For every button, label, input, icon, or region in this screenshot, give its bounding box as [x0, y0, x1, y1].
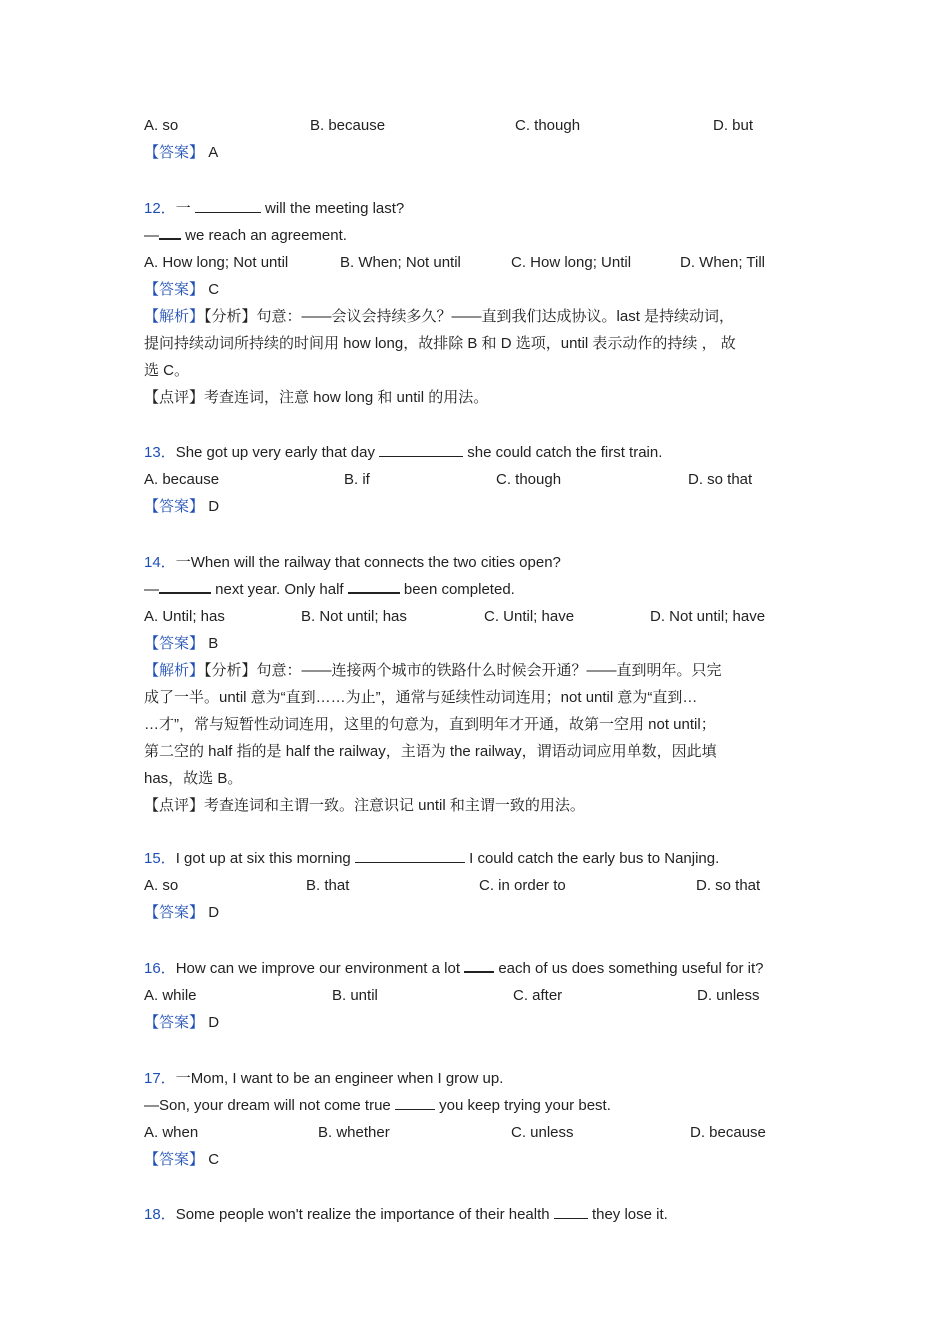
option-c: C. though — [515, 117, 581, 134]
analysis-line: 【解析】【分析】句意：——连接两个城市的铁路什么时候会开通？——直到明年。只完 — [144, 662, 722, 679]
answer-tag: 【答案】 — [144, 1014, 205, 1031]
analysis-line: 提问持续动词所持续的时间用 how long，故排除 B 和 D 选项，until 表示动作的持续 ， 故 — [144, 335, 736, 352]
question-18 — [144, 1201, 814, 1228]
options-row — [144, 872, 814, 899]
question-stem: 17．一Mom, I want to be an engineer when I grow up. — [144, 1070, 504, 1087]
blank — [159, 224, 181, 240]
question-stem: 18．Some people won't realize the importance of their health they lose it. — [144, 1206, 668, 1223]
answer-tag: 【答案】 — [144, 904, 205, 921]
options-row — [144, 982, 814, 1009]
question-stem: 16．How can we improve our environment a lot each of us does something useful for it? — [144, 955, 814, 982]
question-number: 15． — [144, 850, 176, 867]
options-row — [144, 603, 814, 630]
blank — [348, 578, 400, 594]
blank — [379, 442, 463, 457]
question-17 — [144, 1065, 814, 1173]
answer-value: D — [208, 498, 220, 515]
question-stem: 14．一When will the railway that connects the two cities open? — [144, 554, 561, 571]
analysis-line: …才”，常与短暂性动词连用，这里的句意为，直到明年才开通，故第一空用 not until； — [144, 716, 716, 733]
option-c: C. in order to — [479, 877, 566, 894]
option-c: C. Until; have — [484, 608, 575, 625]
option-a: A. Until; has — [144, 608, 225, 625]
option-d: D. so that — [696, 877, 761, 894]
answer-value: C — [208, 281, 220, 298]
option-b: B. Not until; has — [301, 608, 407, 625]
question-number: 14． — [144, 554, 176, 571]
analysis-line: 选 C。 — [144, 362, 190, 379]
answer-row — [144, 899, 814, 926]
question-number: 17． — [144, 1070, 176, 1087]
question-stem: 15．I got up at six this morning I could catch the early bus to Nanjing. — [144, 850, 720, 867]
option-c: C. How long; Until — [511, 254, 632, 271]
question-16 — [144, 955, 814, 1036]
blank — [159, 578, 211, 594]
option-d: D. When; Till — [680, 254, 766, 271]
question-12 — [144, 195, 814, 411]
question-stem: 13．She got up very early that day she could catch the first train. — [144, 444, 663, 461]
answer-row — [144, 276, 814, 303]
question-15 — [144, 845, 814, 926]
answer-tag: 【答案】 — [144, 498, 205, 515]
blank — [395, 1095, 435, 1110]
blank — [554, 1204, 588, 1219]
answer-row — [144, 630, 814, 657]
analysis-line: 【解析】【分析】句意：——会议会持续多久？——直到我们达成协议。last 是持续动词， — [144, 308, 735, 325]
answer-tag: 【答案】 — [144, 635, 205, 652]
question-stem-2: — next year. Only half been completed. — [144, 576, 814, 603]
option-b: B. because — [310, 117, 386, 134]
question-13 — [144, 439, 814, 520]
analysis-line: 成了一半。until 意为“直到……为止”，通常与延续性动词连用；not until 意为“直到… — [144, 689, 698, 706]
answer-value: B — [208, 635, 219, 652]
option-d: D. but — [713, 117, 754, 134]
option-b: B. that — [306, 877, 350, 894]
answer-value: A — [208, 144, 219, 161]
option-c: C. though — [496, 471, 562, 488]
analysis-line: has，故选 B。 — [144, 770, 243, 787]
answer-row — [144, 1009, 814, 1036]
question-stem-2: — we reach an agreement. — [144, 222, 814, 249]
option-b: B. whether — [318, 1124, 390, 1141]
option-a: A. How long; Not until — [144, 254, 289, 271]
option-a: A. because — [144, 471, 220, 488]
option-d: D. unless — [697, 987, 760, 1004]
question-number: 18． — [144, 1206, 176, 1223]
option-d: D. because — [690, 1124, 766, 1141]
answer-tag: 【答案】 — [144, 1151, 205, 1168]
option-b: B. if — [344, 471, 370, 488]
question-14 — [144, 549, 814, 819]
comment-line: 【点评】考查连词和主谓一致。注意识记 until 和主谓一致的用法。 — [144, 797, 585, 814]
options-row — [144, 466, 814, 493]
question-number: 13． — [144, 444, 176, 461]
options-row — [144, 249, 814, 276]
question-stem-2: —Son, your dream will not come true you keep trying your best. — [144, 1097, 611, 1114]
options-row — [144, 112, 814, 139]
option-b: B. When; Not until — [340, 254, 461, 271]
options-row — [144, 1119, 814, 1146]
option-d: D. so that — [688, 471, 753, 488]
option-c: C. after — [513, 987, 563, 1004]
answer-value: C — [208, 1151, 220, 1168]
question-number: 16． — [144, 960, 176, 977]
analysis-tag: 【解析】 — [144, 308, 205, 325]
answer-row — [144, 493, 814, 520]
answer-tag: 【答案】 — [144, 144, 205, 161]
analysis-line: 第二空的 half 指的是 half the railway，主语为 the railway，谓语动词应用单数，因此填 — [144, 743, 717, 760]
answer-row — [144, 139, 814, 166]
analysis-tag: 【解析】 — [144, 662, 205, 679]
option-a: A. so — [144, 117, 179, 134]
answer-row — [144, 1146, 814, 1173]
answer-value: D — [208, 1014, 220, 1031]
option-d: D. Not until; have — [650, 608, 766, 625]
answer-tag: 【答案】 — [144, 281, 205, 298]
option-b: B. until — [332, 987, 378, 1004]
blank — [195, 198, 261, 213]
blank — [355, 848, 465, 863]
comment-line: 【点评】考查连词，注意 how long 和 until 的用法。 — [144, 389, 489, 406]
blank — [464, 957, 494, 973]
option-c: C. unless — [511, 1124, 574, 1141]
question-number: 12． — [144, 200, 176, 217]
question-stem: 12．一 will the meeting last? — [144, 200, 405, 217]
option-a: A. when — [144, 1124, 199, 1141]
answer-value: D — [208, 904, 220, 921]
question-11 — [144, 112, 814, 166]
option-a: A. so — [144, 877, 179, 894]
option-a: A. while — [144, 987, 197, 1004]
